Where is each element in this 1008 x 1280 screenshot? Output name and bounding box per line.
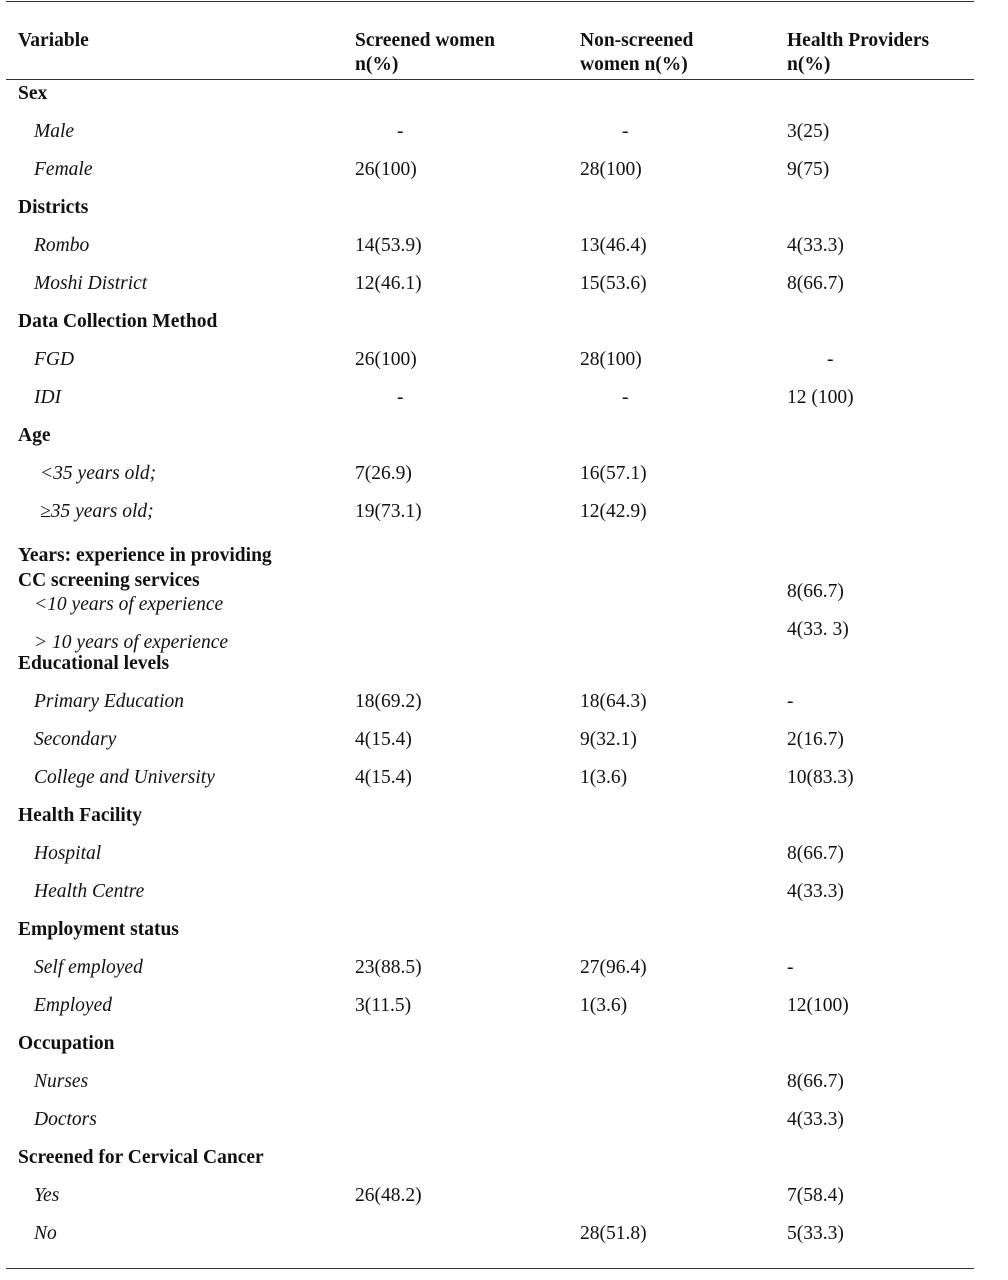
- table-row: [6, 346, 974, 384]
- providers-cell: 8(66.7): [787, 1071, 844, 1092]
- table-group-row: [6, 194, 974, 232]
- table-row: [6, 726, 974, 764]
- group-label: Employment status: [18, 919, 179, 940]
- row-label: Primary Education: [34, 691, 185, 712]
- row-label: Health Centre: [34, 881, 145, 902]
- non-screened-cell: 28(100): [580, 349, 642, 370]
- table-group-row: [6, 308, 974, 346]
- providers-cell: 4(33.3): [787, 1109, 844, 1130]
- group-label: Educational levels: [18, 653, 170, 674]
- providers-cell: 8(66.7): [787, 273, 844, 294]
- screened-cell: 7(26.9): [355, 463, 412, 484]
- table-row: [6, 992, 974, 1030]
- table-group-row: [6, 802, 974, 840]
- non-screened-cell: 12(42.9): [580, 501, 647, 522]
- row-label: FGD: [34, 349, 75, 370]
- table-row: [6, 878, 974, 916]
- non-screened-cell: 1(3.6): [580, 767, 628, 788]
- providers-cell: 8(66.7): [787, 843, 844, 864]
- header-health-providers: Health Providers n(%): [787, 30, 930, 75]
- row-label: Hospital: [34, 843, 102, 864]
- row-label: Rombo: [34, 235, 90, 256]
- row-label: Self employed: [34, 957, 143, 978]
- experience-title-line1: Years: experience in providing: [18, 545, 272, 566]
- table-row: [6, 688, 974, 726]
- row-label: No: [34, 1223, 57, 1244]
- screened-cell: 26(48.2): [355, 1185, 422, 1206]
- screened-cell: 14(53.9): [355, 235, 422, 256]
- providers-cell: 5(33.3): [787, 1223, 844, 1244]
- screened-cell: 26(100): [355, 349, 417, 370]
- experience-title-line2: CC screening services: [18, 570, 200, 591]
- providers-cell: 2(16.7): [787, 729, 844, 750]
- providers-cell: 3(25): [787, 121, 830, 142]
- non-screened-cell: 28(100): [580, 159, 642, 180]
- providers-cell: -: [787, 957, 794, 978]
- screened-cell: 12(46.1): [355, 273, 422, 294]
- table-group-row: [6, 1144, 974, 1182]
- table-group-row: [6, 422, 974, 460]
- table-row: [6, 954, 974, 992]
- providers-cell: 7(58.4): [787, 1185, 844, 1206]
- row-label: ≥35 years old;: [40, 501, 154, 522]
- group-label: Sex: [18, 83, 48, 104]
- group-label: Occupation: [18, 1033, 115, 1054]
- table-row: [6, 270, 974, 308]
- row-label: IDI: [34, 387, 62, 408]
- screened-cell: 4(15.4): [355, 767, 412, 788]
- table-row: [6, 232, 974, 270]
- experience-over-10-label: > 10 years of experience: [34, 632, 229, 653]
- non-screened-cell: -: [622, 387, 629, 408]
- row-label: Moshi District: [34, 273, 148, 294]
- row-label: Yes: [34, 1185, 60, 1206]
- row-label: College and University: [34, 767, 215, 788]
- non-screened-cell: 15(53.6): [580, 273, 647, 294]
- screened-cell: 26(100): [355, 159, 417, 180]
- non-screened-cell: 16(57.1): [580, 463, 647, 484]
- non-screened-cell: 9(32.1): [580, 729, 637, 750]
- table-row: [6, 118, 974, 156]
- table-bottom-rule: [6, 1268, 974, 1269]
- non-screened-cell: 28(51.8): [580, 1223, 647, 1244]
- table-row: [6, 384, 974, 422]
- row-label: Female: [34, 159, 93, 180]
- table-row: [6, 840, 974, 878]
- row-label: Male: [34, 121, 75, 142]
- screened-cell: -: [397, 121, 404, 142]
- screened-cell: 3(11.5): [355, 995, 412, 1016]
- providers-cell: 9(75): [787, 159, 830, 180]
- table-row: [6, 1106, 974, 1144]
- row-label: <35 years old;: [40, 463, 157, 484]
- experience-under-10-label: <10 years of experience: [34, 594, 224, 615]
- table-group-row: [6, 1030, 974, 1068]
- row-label: Doctors: [34, 1109, 97, 1130]
- table-row: [6, 764, 974, 802]
- screened-cell: -: [397, 387, 404, 408]
- providers-cell: -: [827, 349, 834, 370]
- providers-cell: -: [787, 691, 794, 712]
- non-screened-cell: 27(96.4): [580, 957, 647, 978]
- header-screened-women: Screened women n(%): [355, 30, 495, 75]
- table-group-row: [6, 80, 974, 118]
- group-label: Screened for Cervical Cancer: [18, 1147, 264, 1168]
- table-row: [6, 1068, 974, 1106]
- table-row: [6, 1220, 974, 1258]
- experience-group: [6, 536, 974, 653]
- providers-cell: 4(33.3): [787, 235, 844, 256]
- screened-cell: 19(73.1): [355, 501, 422, 522]
- table-row: [6, 460, 974, 498]
- screened-cell: 23(88.5): [355, 957, 422, 978]
- table-group-row: [6, 916, 974, 954]
- group-label: Districts: [18, 197, 89, 218]
- header-non-screened-women: Non-screened women n(%): [580, 30, 694, 75]
- non-screened-cell: 18(64.3): [580, 691, 647, 712]
- group-label: Health Facility: [18, 805, 143, 826]
- non-screened-cell: 1(3.6): [580, 995, 628, 1016]
- non-screened-cell: 13(46.4): [580, 235, 647, 256]
- table-row: [6, 156, 974, 194]
- providers-cell: 10(83.3): [787, 767, 854, 788]
- table-top-rule: [6, 1, 974, 2]
- table-header: [6, 29, 974, 79]
- table-row: [6, 498, 974, 536]
- providers-cell: 4(33.3): [787, 881, 844, 902]
- non-screened-cell: -: [622, 121, 629, 142]
- screened-cell: 18(69.2): [355, 691, 422, 712]
- screened-cell: 4(15.4): [355, 729, 412, 750]
- experience-over-10-value: 4(33. 3): [787, 619, 849, 640]
- providers-cell: 12 (100): [787, 387, 854, 408]
- group-label: Data Collection Method: [18, 311, 218, 332]
- row-label: Employed: [34, 995, 112, 1016]
- experience-under-10-value: 8(66.7): [787, 581, 844, 602]
- group-label: Age: [18, 425, 51, 446]
- providers-cell: 12(100): [787, 995, 849, 1016]
- table-body: [6, 80, 974, 1258]
- row-label: Secondary: [34, 729, 117, 750]
- characteristics-table: [6, 0, 974, 1274]
- table-group-row: [6, 650, 974, 688]
- table-row: [6, 1182, 974, 1220]
- header-variable: Variable: [18, 30, 89, 51]
- row-label: Nurses: [34, 1071, 89, 1092]
